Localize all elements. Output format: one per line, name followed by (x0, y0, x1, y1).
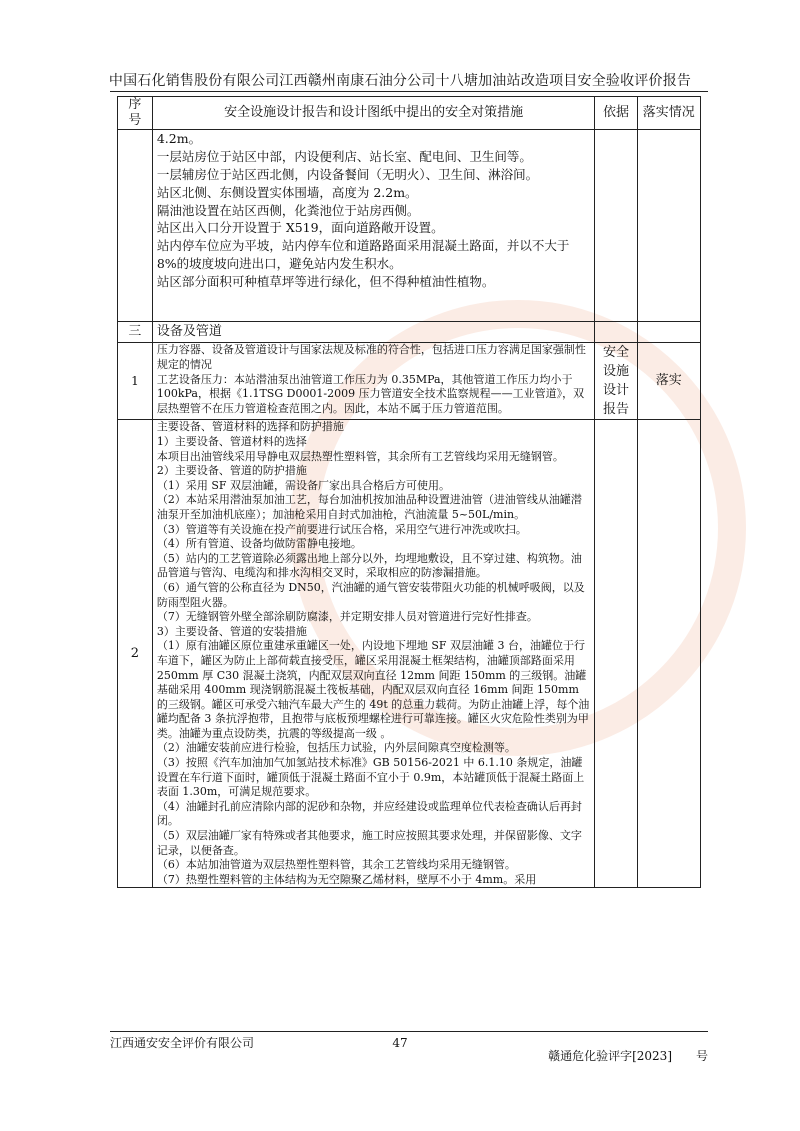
measure-line: 本项目出油管线采用导静电双层热塑性塑料管，其余所有工艺管线均采用无缝钢管。 (156, 449, 564, 463)
header-rule (110, 91, 708, 92)
measure-line: 压力容器、设备及管道设计与国家法规及标准的符合性，包括进口压力容满足国家强制性规定的情况 (156, 343, 586, 371)
row-number: 1 (118, 343, 153, 420)
safety-measures-table (117, 96, 701, 888)
implementation-value: 落实 (637, 343, 700, 420)
measure-line: 隔油池设置在站区西侧，化粪池位于站房西侧。 (156, 202, 420, 218)
measure-line: （1）采用 SF 双层油罐，需设备厂家出具合格后方可使用。 (156, 478, 451, 492)
measure-line: 1）主要设备、管道材料的选择 (156, 435, 307, 448)
measure-line: 一层站房位于站区中部，内设便利店、站长室、配电间、卫生间等。 (156, 149, 532, 165)
footer-rule (110, 1031, 708, 1032)
table-section-row (118, 322, 701, 343)
cell-measures (152, 420, 595, 888)
table-row (118, 343, 701, 420)
measure-line: （7）热塑性塑料管的主体结构为无空隙聚乙烯材料，壁厚不小于 4mm。采用 (156, 872, 537, 886)
measure-line: 工艺设备压力：本站潜油泵出油管道工作压力为 0.35MPa，其他管道工作压力均小于 100kPa，根据《1.1TSG D0001-2009 压力管道安全技术监察规程——工业管道》，双层热塑管不在压力管道检查范围之内。因此，本站不属于压力管道范围。 (156, 372, 585, 415)
footer-company: 江西通安安全评价有限公司 (110, 1036, 255, 1050)
measure-line: 站区出入口分开设置于 X519，面向道路敞开设置。 (156, 220, 444, 236)
cell-implementation (637, 130, 700, 322)
table-row-continued (118, 130, 701, 322)
section-number: 三 (118, 322, 153, 343)
basis-value: 安全设施设计报告 (595, 343, 637, 420)
page-number: 47 (392, 1036, 408, 1050)
measure-line: 3）主要设备、管道的安装措施 (156, 624, 307, 638)
cell-measures (152, 130, 595, 322)
cell-implementation (637, 322, 700, 343)
footer-reference: 赣通危化验评字[2023] 号 (548, 1049, 708, 1063)
measure-line: 4.2m。 (156, 131, 202, 147)
table-row (118, 420, 701, 888)
measure-line: （4）油罐封孔前应清除内部的泥砂和杂物，并应经建设或监理单位代表检查确认后再封闭。 (156, 799, 582, 828)
table-header-row (118, 97, 701, 130)
measure-line: （1）原有油罐区原位重建承重罐区一处，内设地下埋地 SF 双层油罐 3 台，油罐位于行车道下，罐区为防止上部荷载直接受压，罐区采用混凝土框架结构，油罐顶部路面采用 250mm 厚 C30 混凝土浇筑，内配双层双向直径 12mm 间距 150mm 的三级钢。油罐基础采用 400mm 现浇钢筋混凝土筏板基础，内配双层双向直径 16mm 间距 150mm 的三级钢。罐区可承受六轴汽车最大产生的 49t 的总重力载荷。为防止油罐上浮，每个油罐均配备 3 条抗浮抱带，且抱带与底板预埋螺栓进行可靠连接。罐区火灾危险性类别为甲类。油罐为重点设防类，抗震的等级提高一级 。 (156, 639, 590, 740)
measure-line: （6）通气管的公称直径为 DN50，汽油罐的通气管安装带阻火功能的机械呼吸阀，以及防雨型阻火器。 (156, 580, 585, 609)
measure-line: （2）油罐安装前应进行检验，包括压力试验，内外层间隙真空度检测等。 (156, 741, 516, 755)
measure-line: （5）站内的工艺管道除必须露出地上部分以外，均埋地敷设，且不穿过建、构筑物。油品管道与管沟、电缆沟和排水沟相交叉时，采取相应的防渗漏措施。 (156, 551, 582, 580)
cell-implementation (637, 420, 700, 888)
measure-line: （6）本站加油管道为双层热塑性塑料管，其余工艺管线均采用无缝钢管。 (156, 858, 516, 872)
measure-line: （3）管道等有关设施在投产前要进行试压合格，采用空气进行冲洗或吹扫。 (156, 522, 527, 536)
measure-line: 主要设备、管道材料的选择和防护措施 (156, 420, 344, 434)
col-header-no: 序号 (118, 97, 153, 130)
cell-basis (595, 322, 637, 343)
cell-basis (595, 420, 637, 888)
measure-line: 一层辅房位于站区西北侧，内设备餐间（无明火）、卫生间、淋浴间。 (156, 167, 539, 182)
col-header-measures: 安全设施设计报告和设计图纸中提出的安全对策措施 (152, 97, 595, 130)
cell-no (118, 130, 153, 322)
measure-line: （7）无缝钢管外壁全部涂刷防腐漆，并定期安排人员对管道进行完好性排查。 (156, 610, 538, 624)
col-header-implementation: 落实情况 (637, 97, 700, 130)
row-number: 2 (118, 420, 153, 888)
measure-line: （5）双层油罐厂家有特殊或者其他要求，施工时应按照其要求处理，并保留影像、文字记录，以便备查。 (156, 829, 582, 857)
section-title: 设备及管道 (152, 322, 595, 343)
measure-line: （4）所有管道、设备均做防雷静电接地。 (156, 537, 362, 551)
measure-line: （3）按照《汽车加油加气加氢站技术标准》GB 50156-2021 中 6.1.10 条规定，油罐设置在车行道下面时，罐顶低于混凝土路面不宜小于 0.9m，本站罐顶低于混凝土路面上表面 1.30m，可满足规范要求。 (156, 756, 585, 799)
measure-line: 2）主要设备、管道的防护措施 (156, 464, 307, 478)
measure-line: 站区部分面积可种植草坪等进行绿化，但不得种植油性植物。 (156, 273, 495, 289)
cell-measures (152, 343, 595, 420)
page-header-title: 中国石化销售股份有限公司江西赣州南康石油分公司十八塘加油站改造项目安全验收评价报告 (108, 73, 692, 89)
measure-line: （2）本站采用潜油泵加油工艺，每台加油机按加油品种设置进油管（进油管线从油罐潜油泵开至加油机底座）；加油枪采用自封式加油枪，汽油流量 5~50L/min。 (156, 493, 582, 521)
col-header-basis: 依据 (595, 97, 637, 130)
measure-line: 站区北侧、东侧设置实体围墙，高度为 2.2m。 (156, 184, 418, 200)
cell-basis (595, 130, 637, 322)
measure-line: 站内停车位应为平坡，站内停车位和道路路面采用混凝土路面，并以不大于 8%的坡度坡向进出口，避免站内发生积水。 (156, 238, 570, 271)
